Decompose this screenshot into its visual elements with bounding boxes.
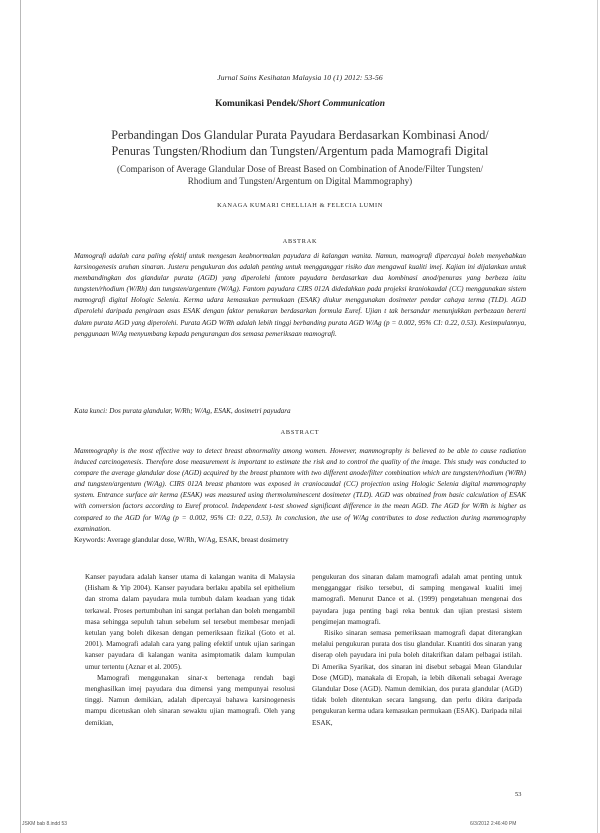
abstrak-heading: ABSTRAK [282, 238, 318, 245]
title-english-line-1: (Comparison of Average Glandular Dose of Breast Based on Combination of Anode/Filter Tungsten/ [116, 164, 484, 174]
body-paragraph: Risiko sinaran semasa pemeriksaan mamografi dapat diterangkan melalui pengukuran purata dos tisu glandular. Kuantiti dos sinaran yang diserap oleh payudara ini pula boleh ditakrifkan dalam pelbagai istilah. Di Amerika Syarikat, dos sinaran ini disebut sebagai Mean Glandular Dose (MGD), manakala di Eropah, ia lebih dikenali sebagai Average Glandular Dose (AGD). Namun demikian, dos purata glandular (AGD) tidak boleh ditentukan secara langsung, dan perlu dikira daripada pengukuran kerma udara kemasukan permukaan (ESAK). Daripada nilai ESAK, [312, 629, 522, 727]
page-edge-right [597, 0, 598, 833]
abstrak-text: Mamografi adalah cara paling efektif untuk mengesan keabnormalan payudara di kalangan wanita. Namun, mamografi dipercayai boleh menyebabkan karsinogenesis aruhan sinaran. Justeru pengukuran dos adalah penting untuk mengganggar risiko dan mengawal kualiti imej. Kajian ini dijalankan untuk membandingkan dos glandular purata (AGD) yang diperolehi fantom payudara berdasarkan dua kombinasi anod/penuras yang berbeza iaitu tungsten/rhodium (W/Rh) dan tungsten/argentum (W/Ag). Fantom payudara CIRS 012A didedahkan pada projeksi kraniokaudal (CC) menggunakan sistem mamografi digital Hologic Selenia. Kerma udara kemasukan permukaan (ESAK) diukur menggunakan dosimeter pendar cahaya terma (TLD). AGD diperolehi daripada pengiraan asas ESAK dengan faktor penukaran berdasarkan formula Euref. Ujian t tak bersandar menunjukkan perbezaan bererti dalam purata AGD yang diperolehi. Purata AGD W/Rh adalah lebih tinggi berbanding purata AGD W/Ag (p = 0.002, 95% CI: 0.22, 0.53). Kesimpulannya, penggunaan W/Ag menyumbang kepada pengurangan dos semasa pemeriksaan mamografi. [74, 252, 526, 338]
journal-header: Jurnal Sains Kesihatan Malaysia 10 (1) 2012: 53-56 [217, 73, 383, 82]
kata-kunci: Kata kunci: Dos purata glandular, W/Rh; W/Ag, ESAK, dosimetri payudara [74, 407, 291, 415]
body-column-right [312, 572, 522, 729]
authors: KANAGA KUMARI CHELLIAH & FELECIA LUMIN [217, 202, 383, 209]
title-english-line-2: Rhodium and Tungsten/Argentum on Digital Mammography) [187, 176, 413, 186]
page-edge-left [20, 0, 21, 833]
title-malay-line-1: Perbandingan Dos Glandular Purata Payudara Berdasarkan Kombinasi Anod/ [111, 128, 489, 142]
title-english [60, 163, 540, 187]
footer-file-label: JSKM bab 8.indd 53 [22, 821, 68, 827]
section-type-malay: Komunikasi Pendek/ [215, 99, 299, 109]
page-number: 53 [515, 791, 522, 798]
title-malay [60, 128, 540, 159]
abstract-heading: ABSTRACT [280, 429, 320, 436]
keywords-english: Keywords: Average glandular dose, W/Rh, W/Ag, ESAK, breast dosimetry [74, 536, 289, 544]
body-paragraph: pengukuran dos sinaran dalam mamografi adalah amat penting untuk mengganggar risiko tersebut, di samping mengawal kualiti imej mamografi. Menurut Dance et al. (1999) pengetahuan mengenai dos payudara juga penting bagi reka bentuk dan ujian prestasi sistem pengimejan mamografi. [312, 573, 522, 626]
body-paragraph: Kanser payudara adalah kanser utama di kalangan wanita di Malaysia (Hisham & Yip 2004). Kanser payudara berlaku apabila sel epithelium dan stroma dalam payudara mula tumbuh dalam keadaan yang tidak terkawal. Proses pertumbuhan ini sangat perlahan dan boleh mengambil masa sehingga sepuluh tahun sebelum sel tersebut membesar menjadi ketulan yang boleh dikesan dengan pemeriksaan fizikal (Goto et al. 2001). Mamografi adalah cara yang paling efektif untuk ujian saringan kanser payudara di kalangan wanita asimptomatik dalam kumpulan umur tertentu (Aznar et al. 2005). [85, 573, 295, 671]
body-paragraph: Mamografi menggunakan sinar-x bertenaga rendah bagi menghasilkan imej payudara dua dimensi yang mempunyai resolusi tinggi. Namun demikian, adalah dipercayai bahawa karsinogenesis mampu dicetuskan oleh sinaran sewaktu ujian mamografi. Oleh yang demikian, [85, 673, 295, 727]
section-type [0, 99, 600, 109]
abstract-text: Mammography is the most effective way to detect breast abnormality among women. However, mammography is believed to be able to cause radiation induced carcinogenesis. Therefore dose measurement is important to estimate the risk and to control the quality of the image. This study was conducted to compare the average glandular dose (AGD) acquired by the breast phantom with two different anode/filter combination which are tungsten/rhodium (W/Rh) and tungsten/argentum (W/Ag). CIRS 012A breast phantom was exposed in craniocaudal (CC) projection using Hologic Selenia digital mammography system. Entrance surface air kerma (ESAK) was measured using thermoluminescent dosimeter (TLD). AGD was obtained from basic calculation of ESAK with conversion factors according to Euref protocol. Independent t-test showed significant difference in the mean AGD. The AGD for W/Rh is higher as compared to the AGD for W/Ag (p = 0.002, 95% CI: 0.22, 0.53). In conclusion, the use of W/Ag contributes to dose reduction during mammography examination. [74, 447, 526, 533]
title-malay-line-2: Penuras Tungsten/Rhodium dan Tungsten/Argentum pada Mamografi Digital [111, 143, 489, 158]
body-column-left [85, 572, 295, 729]
footer-timestamp: 6/3/2012 2:46:40 PM [470, 821, 517, 827]
section-type-english: Short Communication [298, 99, 385, 109]
